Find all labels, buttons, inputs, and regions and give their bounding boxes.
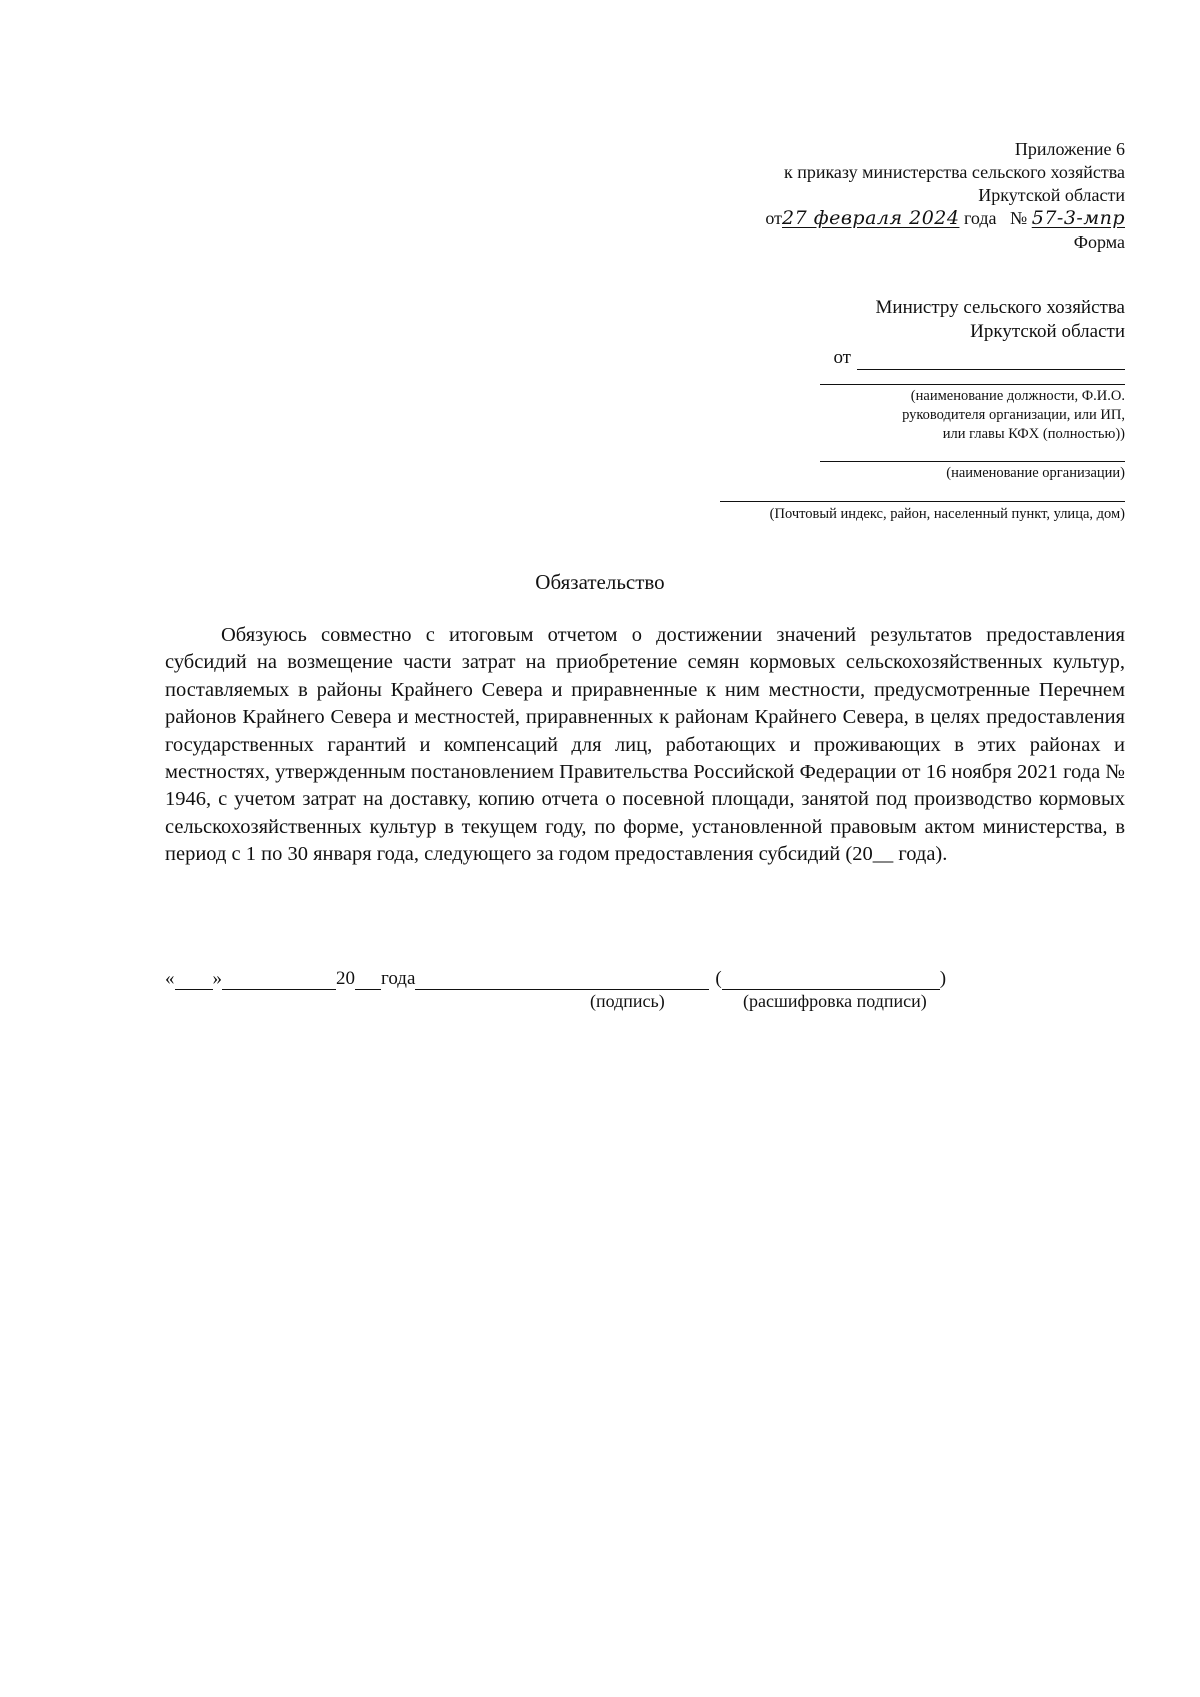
addressee-line-2: Иркутской области xyxy=(970,321,1125,342)
document-title: Обязательство xyxy=(535,570,665,594)
order-reference: к приказу министерства сельского хозяйства xyxy=(783,162,1125,182)
signature-row xyxy=(165,968,946,990)
address-field[interactable] xyxy=(720,501,1125,502)
organization-caption-text: (наименование организации) xyxy=(946,465,1125,481)
addressee-line-1: Министру сельского хозяйства xyxy=(875,297,1125,318)
year-word: года xyxy=(963,208,997,228)
date-prefix: от xyxy=(765,208,783,228)
appendix-number: Приложение 6 xyxy=(1014,139,1125,159)
open-quote: « xyxy=(165,968,175,989)
head-name-caption-line-3: или главы КФХ (полностью)) xyxy=(942,426,1125,442)
from-label: от xyxy=(833,347,851,368)
organization-caption xyxy=(946,464,1125,483)
handwritten-order-number: 57-3-мпр xyxy=(1031,207,1125,229)
year-field[interactable] xyxy=(355,971,381,990)
month-field[interactable] xyxy=(222,971,336,990)
addressee-block xyxy=(645,296,1125,370)
organization-field[interactable] xyxy=(820,461,1125,462)
from-row xyxy=(645,346,1125,370)
head-name-caption-line-1: (наименование должности, Ф.И.О. xyxy=(910,388,1125,404)
from-name-field[interactable] xyxy=(857,351,1125,370)
decoding-caption: (расшифровка подписи) xyxy=(743,991,927,1011)
address-caption xyxy=(770,505,1125,524)
order-region: Иркутской области xyxy=(978,185,1125,205)
signature-decoding-field[interactable] xyxy=(722,971,940,990)
name-continuation-field[interactable] xyxy=(820,384,1125,385)
century: 20 xyxy=(336,968,355,989)
signature-field[interactable] xyxy=(415,971,709,990)
handwritten-date: 27 февраля 2024 xyxy=(782,207,960,229)
close-paren: ) xyxy=(939,968,947,989)
order-date-number xyxy=(565,207,1125,230)
signature-caption: (подпись) xyxy=(590,991,665,1011)
head-name-caption-line-2: руководителя организации, или ИП, xyxy=(902,407,1125,423)
appendix-header xyxy=(565,138,1125,254)
close-quote: » xyxy=(212,968,222,989)
address-caption-text: (Почтовый индекс, район, населенный пункт, улица, дом) xyxy=(769,506,1125,522)
head-name-caption xyxy=(902,387,1125,444)
day-field[interactable] xyxy=(175,971,213,990)
sign-year-word: года xyxy=(381,968,416,989)
obligation-text: Обязуюсь совместно с итоговым отчетом о достижении значений результатов предоставления субсидий на возмещение части затрат на приобретение семян кормовых сельскохозяйственных культур, поставляемых в районы Крайнего Севера и приравненные к ним местности, предусмотренные Перечнем районов Крайнего Севера и местностей, приравненных к районам Крайнего Севера, в целях предоставления государственных гарантий и компенсаций для лиц, работающих и проживающих в этих районах и местностях, утвержденным постановлением Правительства Российской Федерации от 16 ноября 2021 года № 1946, с учетом затрат на доставку, копию отчета о посевной площади, занятой под производство кормовых сельскохозяйственных культур в текущем году, по форме, установленной правовым актом министерства, в период с 1 по 30 января года, следующего за годом предоставления субсидий (20__ года). xyxy=(165,624,1125,866)
number-prefix: № xyxy=(1010,208,1028,228)
form-label: Форма xyxy=(1073,232,1125,252)
open-paren: ( xyxy=(715,968,722,989)
